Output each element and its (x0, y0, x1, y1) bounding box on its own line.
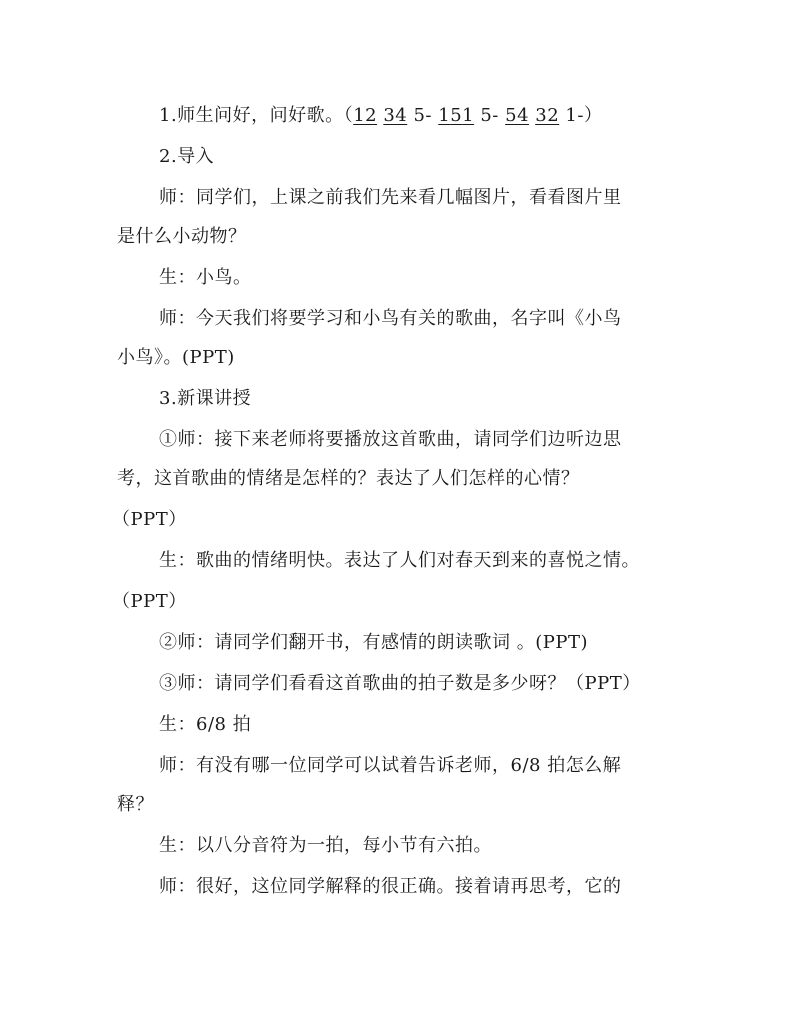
paragraph-line: ①师：接下来老师将要播放这首歌曲，请同学们边听边思 (159, 429, 622, 450)
section-heading: 3.新课讲授 (159, 388, 252, 409)
paragraph-line: 生：小鸟。 (159, 267, 252, 288)
paragraph-line: （PPT） (112, 591, 187, 612)
paragraph-line: 师：今天我们将要学习和小鸟有关的歌曲，名字叫《小鸟 (159, 308, 622, 329)
paragraph-line: 生：6/8 拍 (159, 714, 252, 735)
paragraph-line: （PPT） (112, 509, 187, 530)
paragraph-line: 小鸟》。(PPT) (117, 347, 235, 368)
paragraph-line: 释？ (117, 794, 154, 815)
score-note-group: 32 (535, 105, 560, 126)
score-note-group: 54 (505, 105, 530, 126)
paragraph-line: 是什么小动物？ (117, 226, 247, 247)
paragraph-line: 考，这首歌曲的情绪是怎样的？表达了人们怎样的心情？ (117, 468, 580, 489)
score-note-group: 1 (438, 105, 451, 126)
score-note-group: 1 (462, 105, 475, 126)
section-heading: 2.导入 (159, 146, 215, 167)
score-note-group: 5- (413, 105, 433, 126)
score-note-group: 12 (353, 105, 378, 126)
paragraph-line: 师：同学们，上课之前我们先来看几幅图片，看看图片里 (159, 187, 622, 208)
greeting-line (159, 104, 759, 128)
score-note-group: 34 (383, 105, 408, 126)
paragraph-line: ②师：请同学们翻开书，有感情的朗读歌词 。(PPT) (159, 632, 588, 653)
paragraph-line: 生：歌曲的情绪明快。表达了人们对春天到来的喜悦之情。 (159, 550, 640, 571)
paragraph-line: ③师：请同学们看看这首歌曲的拍子数是多少呀？（PPT） (159, 673, 641, 694)
greeting-text: 1.师生问好，问好歌。（ (159, 105, 354, 126)
paragraph-line: 师：很好，这位同学解释的很正确。接着请再思考，它的 (159, 876, 622, 897)
paragraph-line: 师：有没有哪一位同学可以试着告诉老师，6/8 拍怎么解 (159, 755, 622, 776)
score-note-group: 5- (480, 105, 499, 126)
score-note-group: 5 (450, 105, 463, 126)
score-note-group: 1-） (565, 105, 603, 126)
paragraph-line: 生：以八分音符为一拍，每小节有六拍。 (159, 835, 492, 856)
